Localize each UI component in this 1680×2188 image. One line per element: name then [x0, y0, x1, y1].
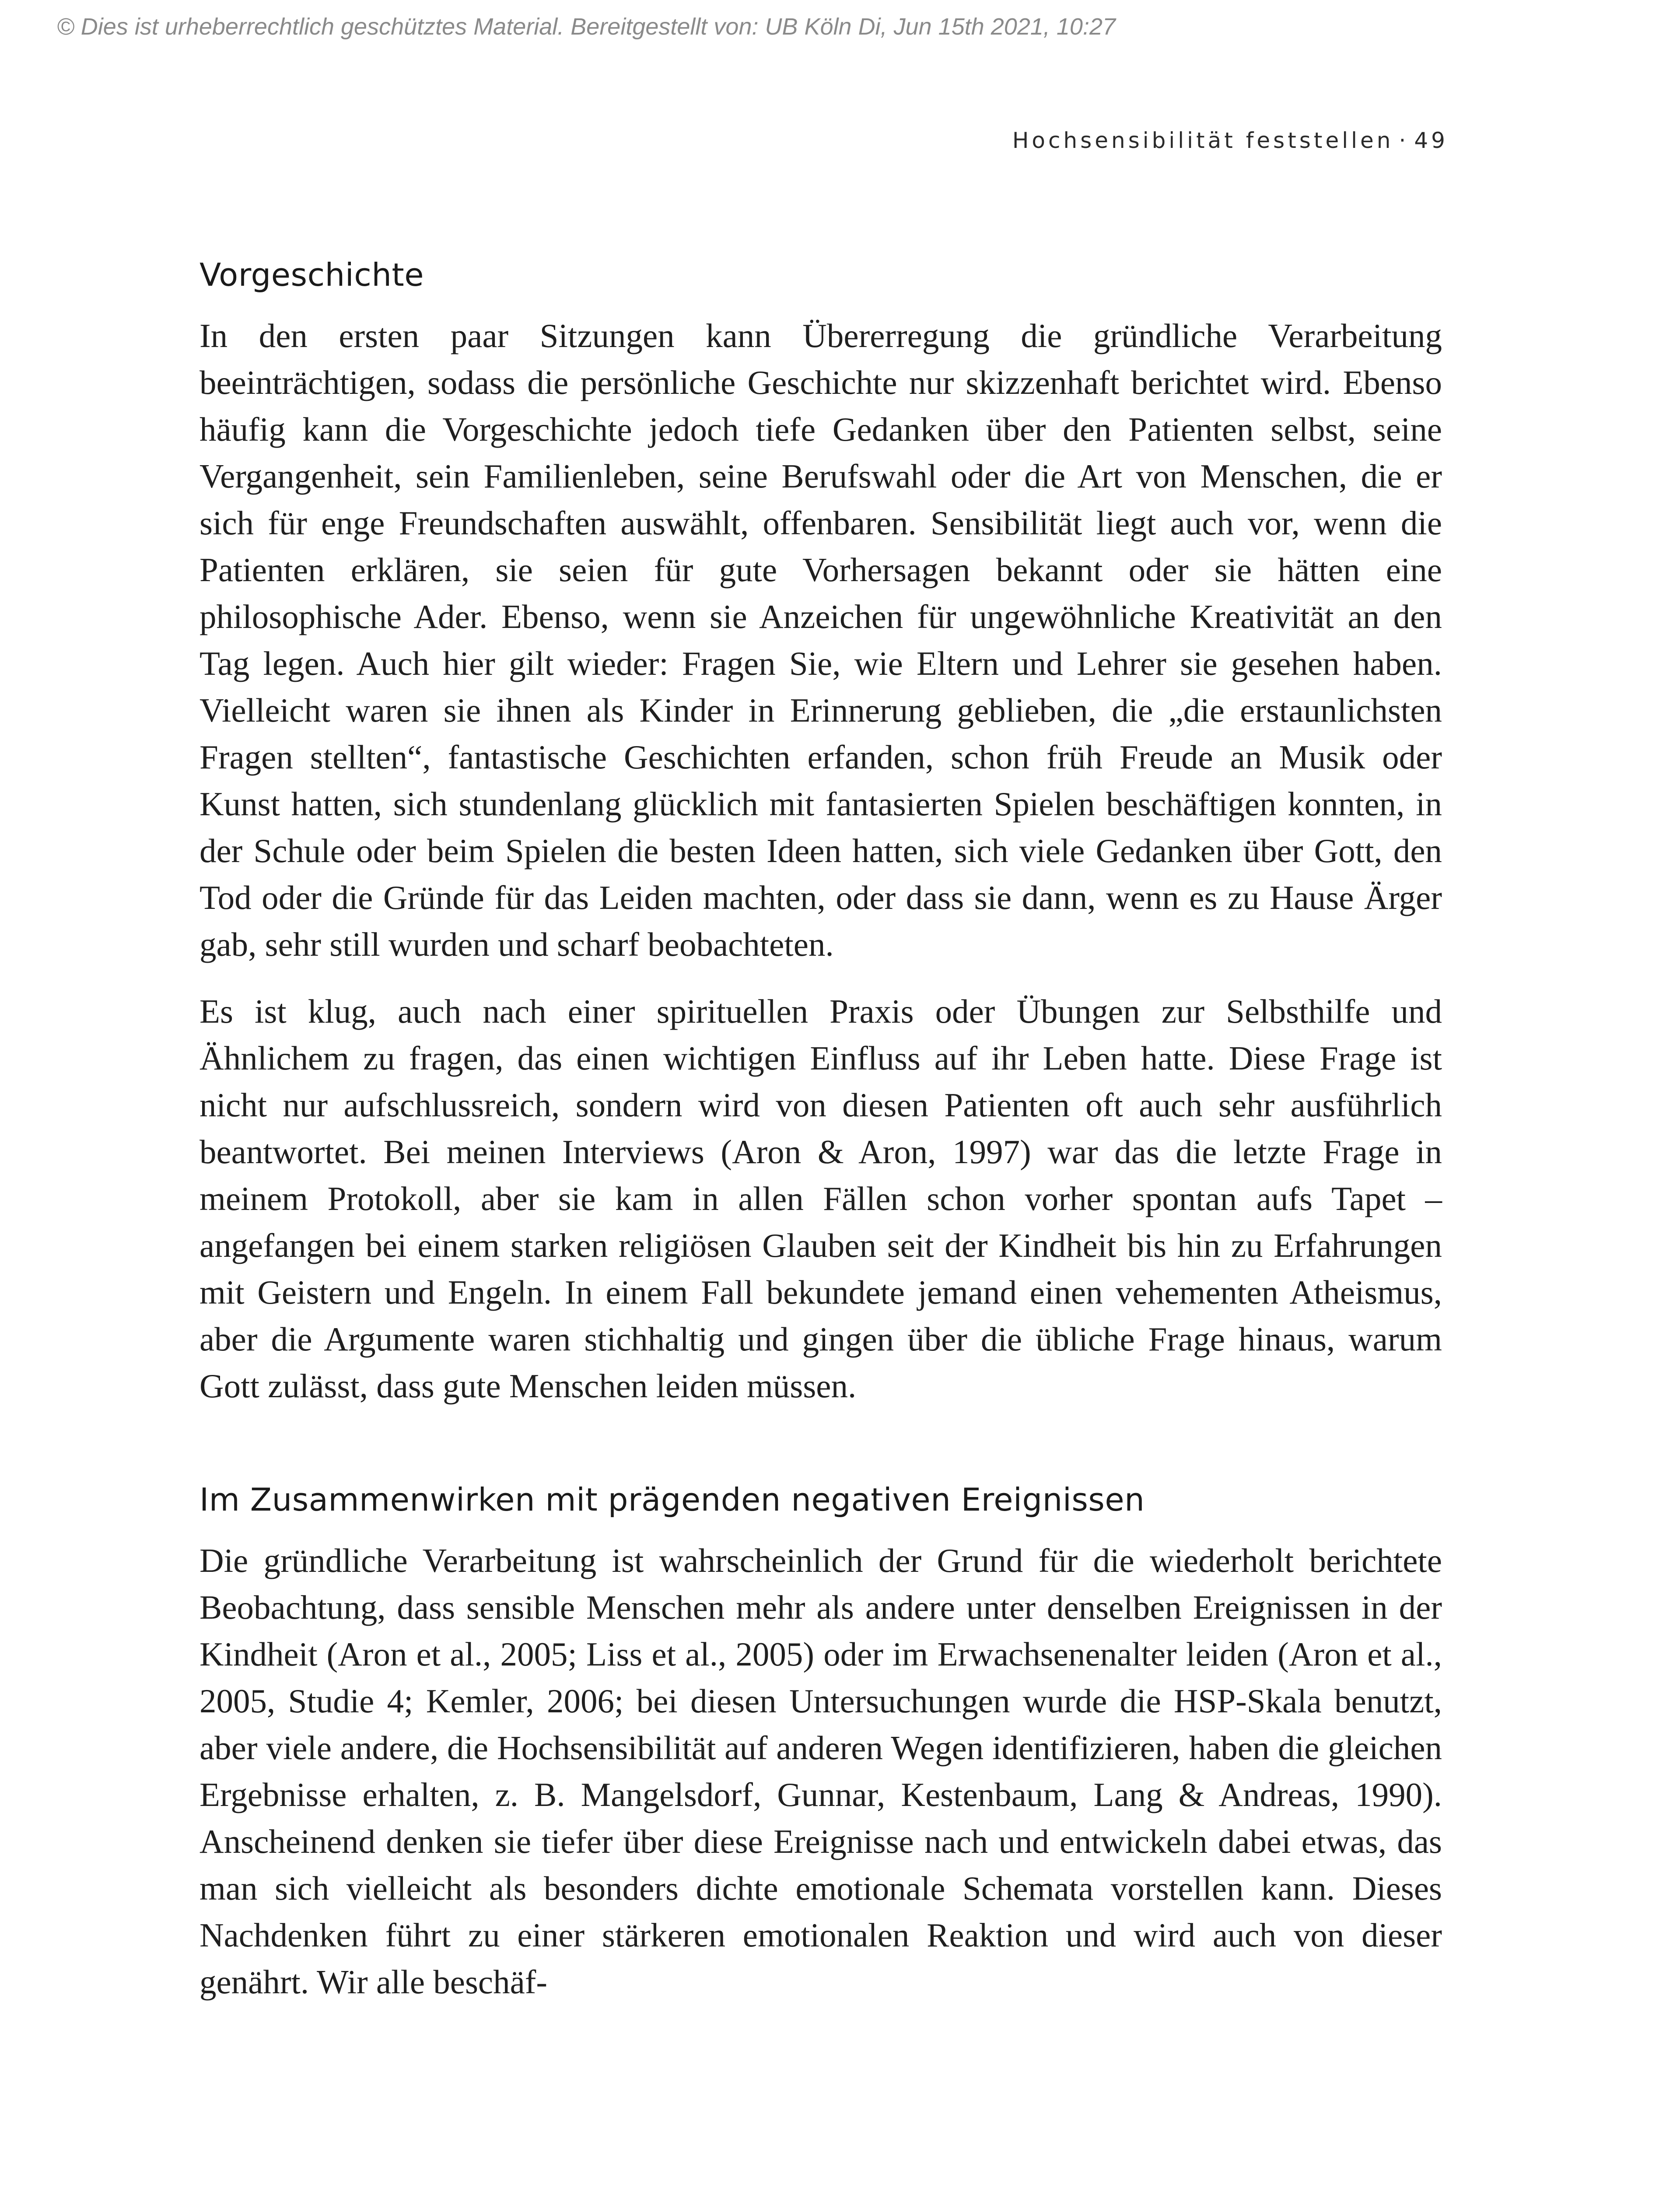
section-heading: Im Zusammenwirken mit prägenden negativen Ereignissen [200, 1481, 1145, 1518]
running-header-separator: · [1399, 128, 1409, 153]
body-paragraph: Es ist klug, auch nach einer spirituellen Praxis oder Übungen zur Selbsthilfe und Ähnlichem zu fragen, das einen wichtigen Einfluss auf ihr Leben hatte. Diese Frage ist nicht nur aufschlussreich, sondern wird von diesen Patienten oft auch sehr ausführlich beantwortet. Bei meinen Interviews (Aron & Aron, 1997) war das die letzte Frage in meinem Protokoll, aber sie kam in allen Fällen schon vorher spontan aufs Tapet – angefangen bei einem starken religiösen Glauben seit der Kindheit bis hin zu Erfahrungen mit Geistern und Engeln. In einem Fall bekundete jemand einen vehementen Atheismus, aber die Argumente waren stichhaltig und gingen über die übliche Frage hinaus, warum Gott zulässt, dass gute Menschen leiden müssen. [200, 992, 1442, 1405]
section-vorgeschichte [200, 254, 1442, 1410]
running-header [1012, 128, 1448, 153]
running-header-title: Hochsensibilität feststellen [1012, 128, 1394, 153]
page-number: 49 [1414, 128, 1448, 153]
page-body [200, 254, 1442, 2006]
body-paragraph: In den ersten paar Sitzungen kann Übererregung die gründliche Verarbeitung beeinträchtigen, sodass die persönliche Geschichte nur skizzenhaft berichtet wird. Ebenso häufig kann die Vorgeschichte jedoch tiefe Gedanken über den Patienten selbst, seine Vergangenheit, sein Familienleben, seine Berufswahl oder die Art von Menschen, die er sich für enge Freundschaften auswählt, offenbaren. Sensibilität liegt auch vor, wenn die Patienten erklären, sie seien für gute Vorhersagen bekannt oder sie hätten eine philosophische Ader. Ebenso, wenn sie Anzeichen für ungewöhnliche Kreativität an den Tag legen. Auch hier gilt wieder: Fragen Sie, wie Eltern und Lehrer sie gesehen haben. Vielleicht waren sie ihnen als Kinder in Erinnerung geblieben, die „die erstaunlichsten Fragen stellten“, fantastische Geschichten erfanden, schon früh Freude an Musik oder Kunst hatten, sich stundenlang glücklich mit fantasierten Spielen beschäftigen konnten, in der Schule oder beim Spielen die besten Ideen hatten, sich viele Gedanken über Gott, den Tod oder die Gründe für das Leiden machten, oder dass sie dann, wenn es zu Hause Ärger gab, sehr still wurden und scharf beobachteten. [200, 317, 1442, 963]
section-heading: Vorgeschichte [200, 256, 424, 293]
copyright-watermark: © Dies ist urheberrechtlich geschütztes Material. Bereitgestellt von: UB Köln Di, Jun 15th 2021, 10:27 [57, 14, 1116, 40]
body-paragraph: Die gründliche Verarbeitung ist wahrscheinlich der Grund für die wiederholt berichtete Beobachtung, dass sensible Menschen mehr als andere unter denselben Ereignissen in der Kindheit (Aron et al., 2005; Liss et al., 2005) oder im Erwachsenenalter leiden (Aron et al., 2005, Studie 4; Kemler, 2006; bei diesen Untersuchungen wurde die HSP-Skala benutzt, aber viele andere, die Hochsensibilität auf anderen Wegen identifizieren, haben die gleichen Ergebnisse erhalten, z. B. Mangelsdorf, Gunnar, Kestenbaum, Lang & Andreas, 1990). Anscheinend denken sie tiefer über diese Ereignisse nach und entwickeln dabei etwas, das man sich vielleicht als besonders dichte emotionale Schemata vorstellen kann. Dieses Nachdenken führt zu einer stärkeren emotionalen Reaktion und wird auch von dieser genährt. Wir alle beschäf- [200, 1542, 1442, 2001]
section-negative-ereignisse [200, 1479, 1442, 2006]
